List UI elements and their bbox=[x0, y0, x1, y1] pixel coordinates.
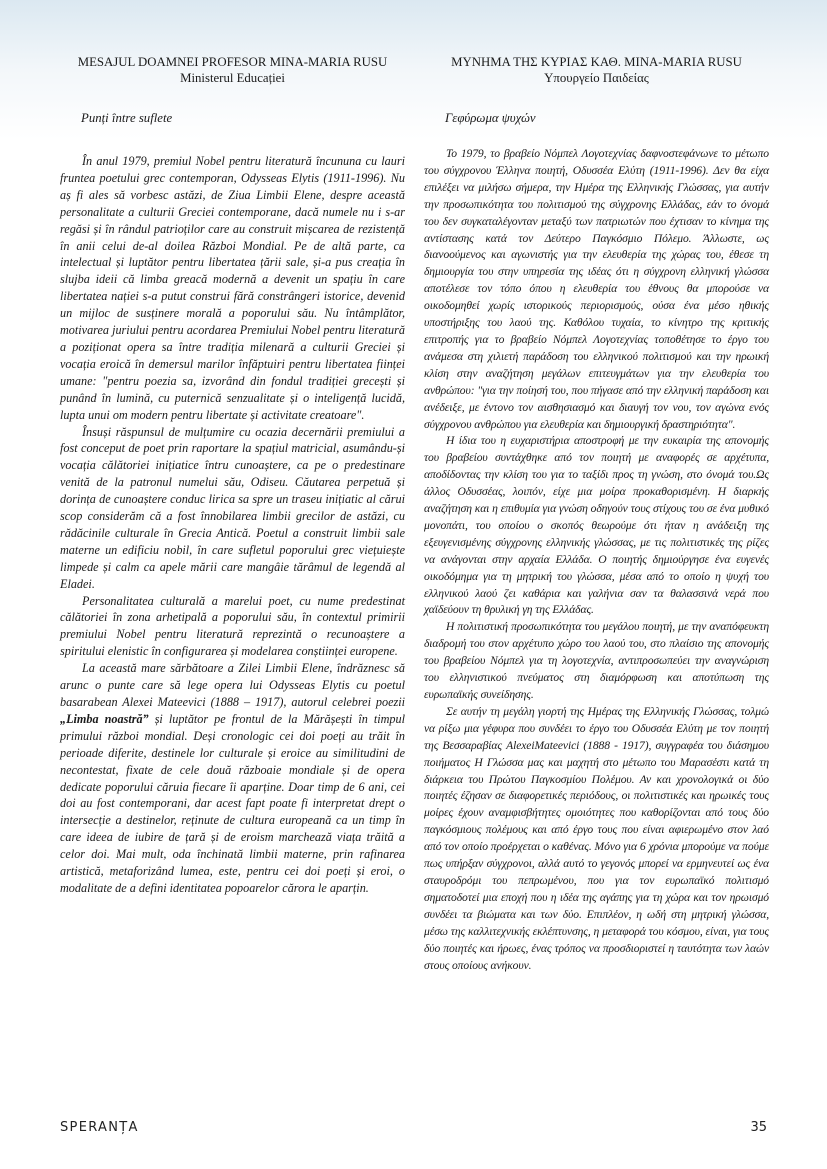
magazine-name: SPERANȚA bbox=[60, 1120, 139, 1135]
romanian-paragraph-1: În anul 1979, premiul Nobel pentru literatură încununa cu lauri fruntea poetului grec contemporan, Odysseas Elytis (1911-1996). Nu aș fi ales să vorbesc astăzi, de Ziua Limbii Elene, despre această personalitate a culturii Greciei contemporane, dacă numele nu i s-ar regăsi și în rândul patrioților care au construit mișcarea de rezistență în anii celui de-al doilea Război Mondial. Pe de altă parte, ca intelectual și luptător pentru libertatea țării sale, și-a pus creația în slujba ideii că limba greacă modernă a devenit un spațiu în care libertatea nației s-a putut construi fără constrângeri istorice, devenid un mijloc de susținere morală a poporului său. Nu întâmplător, motivarea juriului pentru acordarea Premiului Nobel pentru literatură a poziționat opera sa între tradiția milenară a culturii Greciei și vocația eroică în demersul marilor înfăptuiri pentru libertatea ființei umane: "pentru poezia sa, izvorând din fondul tradiției grecești și punând în lumină, cu puternică senzualitate și o inteligență lucidă, lupta unui om modern pentru libertate și activitate creatoare". bbox=[60, 154, 405, 422]
romanian-column bbox=[60, 54, 405, 897]
greek-paragraph-4: Σε αυτήν τη μεγάλη γιορτή της Ημέρας της Ελληνικής Γλώσσας, τολμώ να ρίξω μια γέφυρα που συνδέει το έργο του Οδυσσέα Ελύτη με τον ποιητή της Βεσσαραβίας AlexeiMateevici (1888 - 1917), συγγραφέα του διάσημου ποιήματος Η Γλώσσα μας και μαχητή στο μέτωπο του Μαρασέστι κατά τη διάρκεια του Πρώτου Παγκοσμίου Πολέμου. Αν και χρονολογικά οι δύο ποιητές έζησαν σε διαφορετικές περιόδους, οι πολιτιστικές και ηρωικές τους μοίρες έχουν αναμφισβήτητες ομοιότητες που καθορίζονται από τους δύο παγκόσμιους πολέμους και από έργο τους που είναι αφιερωμένο στον λαό από τον οποίο προέρχεται ο καθένας. Μόνο για 6 χρόνια μπορούμε να πούμε πως υπήρξαν σύγχρονοι, αλλά αυτό το γεγονός μπορεί να ερμηνευτεί ως ένα σταυροδρόμι του πεπρωμένου, που για τον ευρωπαϊκό πολιτισμό σηματοδοτεί μια εποχή που η ιδέα της αγάπης για τη χώρα και τον ηρωισμό συνδέει τα βιώματα και των δύο. Επιπλέον, η ωδή στη μητρική γλώσσα, μέσω της καλλιτεχνικής εκλέπτυνσης, η μεταφορά του κόσμου, είναι, για τους δύο ποιητές και ήρωες, ένας τρόπος να προσδιοριστεί η ταυτότητα των λαών στους οποίους ανήκουν. bbox=[424, 704, 769, 972]
romanian-organization: Ministerul Educației bbox=[180, 71, 285, 85]
greek-paragraph-3: Η πολιτιστική προσωπικότητα του μεγάλου ποιητή, με την αναπόφευκτη διαδρομή του στον αρχέτυπο χώρο του λαού του, στο πλαίσιο της απονομής του βραβείου Νόμπελ για τη λογοτεχνία, αντιπροσωπεύει την αναγνώριση του ελληνιστικού πνεύματος στη διαμόρφωση και αποτύπωση της ευρωπαϊκής συνείδησης. bbox=[424, 620, 769, 701]
romanian-paragraph-4-start: La această mare sărbătoare a Zilei Limbii Elene, îndrăznesc să arunc o punte care să lege opera lui Odysseas Elytis cu poetul basarabean Alexei Mateevici (1888 – 1917), autorul celebrei poezii bbox=[60, 661, 405, 709]
greek-body bbox=[424, 146, 769, 974]
romanian-heading: Punți între suflete bbox=[81, 111, 173, 125]
romanian-body bbox=[60, 153, 405, 897]
page-number: 35 bbox=[750, 1120, 767, 1135]
romanian-paragraph-4 bbox=[60, 660, 405, 897]
romanian-title: MESAJUL DOAMNEI PROFESOR MINA-MARIA RUSU bbox=[77, 55, 388, 69]
greek-organization: Υπουργείο Παιδείας bbox=[544, 71, 649, 85]
poem-title-limba-noastra: „Limba noastră” bbox=[60, 711, 149, 726]
romanian-paragraph-3: Personalitatea culturală a marelui poet, cu nume predestinat călătoriei în zona arhetipală a poporului său, în contextul primirii premiului Nobel pentru literatură reprezintă o recunoaștere a spiritului elenistic în configurarea și modelarea conștiinței europene. bbox=[60, 593, 405, 659]
romanian-paragraph-2: Însuși răspunsul de mulțumire cu ocazia decernării premiului a fost conceput de poet prin raportare la spațiul matricial, asumându-și vocația călătoriei inițiatice întru cunoaștere, ca pe o predestinare venită de la patronul numelui său, Odiseu. Căutarea perpetuă și dorința de cunoaștere conduc lirica sa spre un traseu inițiatic al cărui scop considerăm că a fost înnobilarea limbii grecilor de astăzi, cu rădăcinile culturale în Grecia Antică. Poetul a construit limbii sale materne un edificiu nobil, în care sufletul poporului grec viețuiește limpede și calm ca apele mării care mangâie tărâmul de legendă al Eladei. bbox=[60, 424, 405, 591]
greek-title: ΜΥΝΗΜΑ ΤΗΣ ΚΥΡΙΑΣ ΚΑΘ. MINA-MARIA RUSU bbox=[451, 55, 742, 69]
greek-paragraph-1: Το 1979, το βραβείο Νόμπελ Λογοτεχνίας δαφνοστεφάνωνε το μέτωπο του σύγχρονου Έλληνα ποιητή, Οδυσσέα Ελύτη (1911-1996). Δεν θα είχα επιλέξει να μιλήσω σήμερα, την Ημέρα της Ελληνικής Γλώσσας, για αυτήν την προσωπικότητα του πολιτισμού της σύγχρονης Ελλάδας, εάν το όνομά του δεν συγκαταλέγονταν μεταξύ των πατριωτών που έχτισαν το κίνημα της αντίστασης κατά τον Δεύτερο Παγκόσμιο Πόλεμο. Άλλωστε, ως διανοούμενος και αγωνιστής για την ελευθερία της χώρας του, έθεσε τη δημιουργία του στην υπηρεσία της ιδέας ότι η σύγχρονη ελληνική γλώσσα αποτέλεσε τον τόπο όπου η ελευθερία του έθνους θα μπορούσε να οικοδομηθεί χωρίς ιστορικούς περιορισμούς, ούσα ένα μέσο ηθικής υποστήριξης του λαού της. Καθόλου τυχαία, το κίνητρο της κριτικής επιτροπής για το βραβείο Νόμπελ Λογοτεχνίας τοποθέτησε το έργο του ανάμεσα στη χιλιετή παράδοση του ελληνικού πολιτισμού και την ηρωική κλίση στην αναζήτηση μεγάλων επιτευγμάτων για την ελευθερία του ανθρώπου: "για την ποίησή του, που πήγασε από την ελληνική παράδοση και ανέδειξε, με έντονο τον αισθησιασμό και διαυγή τον νου, τον αγώνα ενός σύγχρονου ανθρώπου για ελευθερία και δημιουργική δραστηριότητα". bbox=[424, 147, 769, 431]
greek-paragraph-2: Η ίδια του η ευχαριστήρια αποστροφή με την ευκαιρία της απονομής του βραβείου συντάχθηκε από τον ποιητή με αναφορές σε αρχέτυπα, αποδίδοντας την κλίση του για το ταξίδι προς τη γνώση, στο όνομά του.Ως άλλος Οδυσσέας, λοιπόν, είχε μια μοίρα προκαθορισμένη. Η διαρκής αναζήτηση και η επιθυμία για γνώση οδηγούν τους στίχους του σε ένα μυθικό μονοπάτι, του οποίου ο σκοπός θεωρούμε ότι ήταν η ανάδειξη της εξευγενισμένης σύγχρονης ελληνικής γλώσσας, με τις πολιτιστικές της ρίζες να ανάγονται στην αρχαία Ελλάδα. Ο ποιητής δημιούργησε ένα ευγενές οικοδόμημα για τη μητρική του γλώσσα, μέσα από το οποίο η ψυχή του ελληνικού λαού ζει καθάρια και γαλήνια σαν τα θαλασσινά νερά που χαϊδεύουν τη θρυλική γη της Ελλάδας. bbox=[424, 434, 769, 617]
greek-heading: Γεφύρωμα ψυχών bbox=[445, 111, 536, 125]
romanian-paragraph-4-end: și luptător pe frontul de la Mărășești în timpul primului război mondial. Deși cronologic cei doi poeți au trăit în perioade diferite, destinele lor culturale și eroice au similitudini de necontestat, fixate de cele două războaie mondiale și de opera dedicate poporului căruia fiecare îi aparține. Doar timp de 6 ani, cei doi au fost contemporani, dar acest fapt poate fi interpretat drept o intersecție a destinelor, reținute de cultura europeană ca un timp în care ideea de iubire de țară și de eroism marchează viața trăită a celor doi. Mai mult, oda închinată limbii materne, prin rafinarea artistică, metaforizând lumea, este, pentru cei doi poeți și eroi, o modalitate de a defini identitatea popoarelor cărora le aparțin. bbox=[60, 711, 405, 895]
greek-column bbox=[424, 54, 769, 974]
